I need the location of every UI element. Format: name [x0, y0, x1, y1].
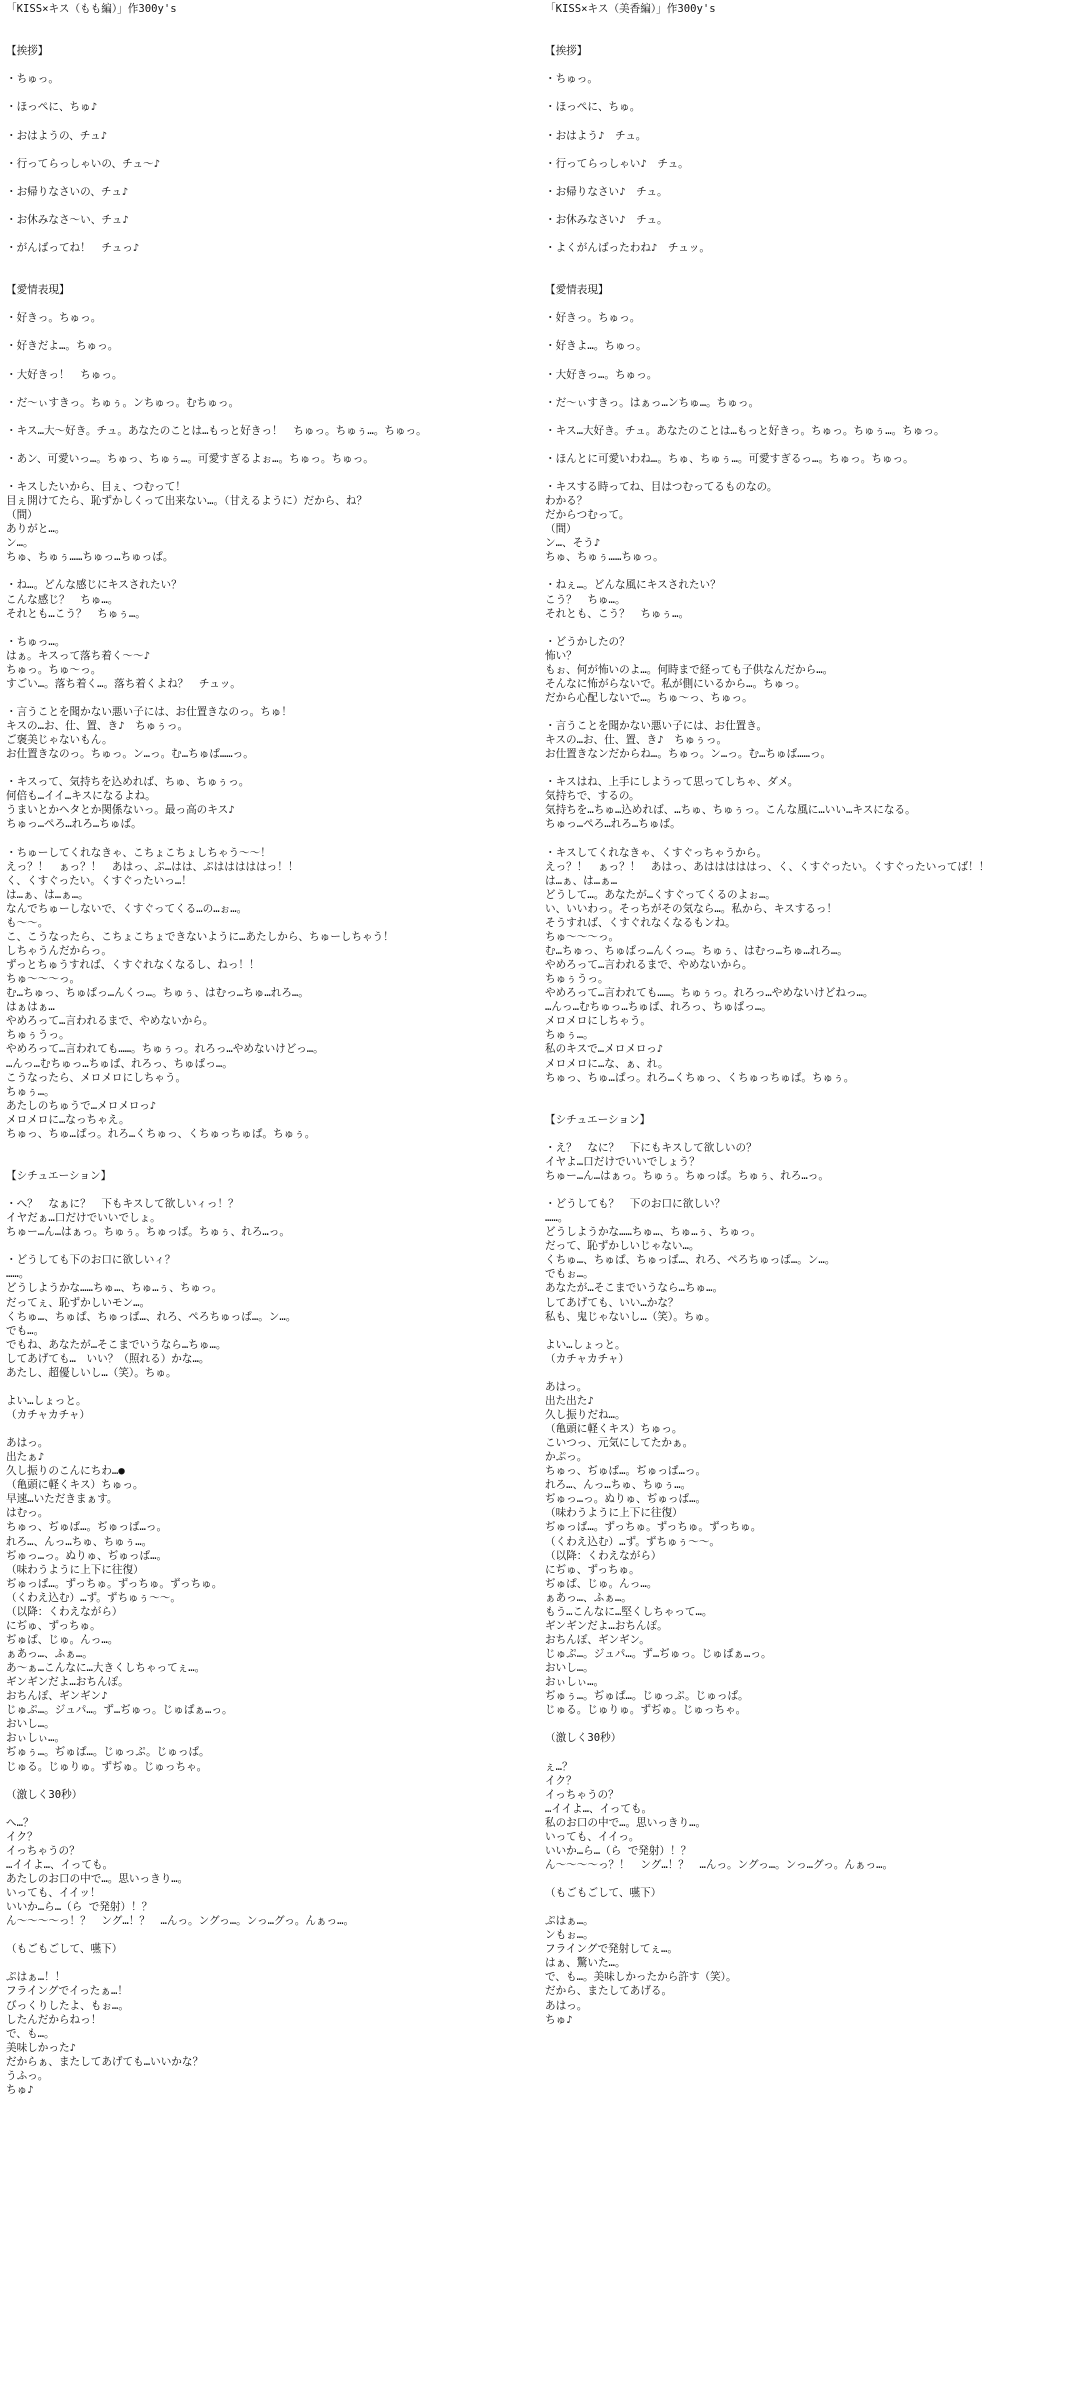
script-line: 【挨拶】	[545, 45, 588, 58]
script-line: かぷっ。	[545, 1451, 588, 1464]
script-line: ちゅー…ん…はぁっ。ちゅぅ。ちゅっぱ。ちゅぅ、れろ…っ。	[6, 1226, 290, 1239]
script-line: もう…こんなに…堅くしちゃって…。	[545, 1605, 713, 1618]
script-line: ・お休みなさ〜い、チュ♪	[6, 213, 129, 226]
script-line: してあげても… いい？（照れる）かな…。	[6, 1352, 210, 1365]
script-line: （亀頭に軽くキス）ちゅっ。	[545, 1423, 683, 1436]
script-line: お仕置きなンだからね…。ちゅっ。ン…っ。む…ちゅぱ……っ。	[545, 748, 832, 761]
script-line: ん〜〜〜〜っ！？ ング…！？ …んっ。ングっ…。ンっ…グっ。んぁっ…。	[6, 1915, 355, 1928]
script-line: ご褒美じゃないもん。	[6, 734, 113, 747]
script-line: 【シチュエーション】	[545, 1113, 651, 1126]
script-line: 久し振りだね…。	[545, 1409, 626, 1421]
script-line: 怖い？	[545, 649, 577, 662]
script-line: 久し振りのこんにちわ…●	[6, 1465, 125, 1478]
script-line: だってぇ、恥ずかしいモン…。	[6, 1296, 151, 1309]
script-line: こ、こうなったら、こちょこちょできないように…あたしから、ちゅーしちゃう！	[6, 930, 394, 943]
script-line: い、いいわっ。そっちがその気なら…。私から、キスするっ！	[545, 902, 838, 915]
script-line: そうすれば、くすぐれなくなるもンね。	[545, 916, 736, 929]
script-line: ・キスって、気持ちを込めれば、ちゅ、ちゅぅっ。	[6, 776, 250, 789]
script-line: れろ…、んっ…ちゅ、ちゅぅ…。	[545, 1479, 692, 1492]
script-line: む…ちゅっ、ちゅぱっ…んくっ…。ちゅぅ、はむっ…ちゅ…れろ…。	[545, 945, 848, 958]
script-line: ぢゅっぱ…。ずっちゅ。ずっちゅ。ずっちゅ。	[6, 1577, 223, 1590]
script-line: びっくりしたよ、もぉ…。	[6, 1999, 129, 2012]
script-line: ちゅ、ちゅぅ……ちゅっ…ちゅっぱ。	[6, 551, 174, 564]
script-line: ・キスしてくれなきゃ、くすぐっちゃうから。	[545, 846, 768, 859]
script-line: ちゅ♪	[6, 2083, 34, 2096]
script-line: ン…、そう♪	[545, 537, 601, 550]
script-line: ちゅぅうっ。	[6, 1029, 70, 1042]
script-line: ・へ？ なぁに？ 下もキスして欲しいィっ！？	[6, 1198, 239, 1211]
script-line: ・好きっ。ちゅっ。	[545, 312, 641, 325]
script-line: ・がんばってね！ チュっ♪	[6, 242, 140, 255]
script-line: （間）	[6, 509, 38, 522]
script-line: いっても、イイっ。	[545, 1830, 640, 1843]
script-line: ぷはぁ…！！	[6, 1971, 66, 1984]
script-line: へ…？	[6, 1816, 34, 1829]
script-line: ・好きよ…。ちゅっ。	[545, 340, 647, 353]
script-line: 「KISS×キス（美香編）」作300y's	[545, 3, 716, 15]
script-line: ギンギンだよ…おちんぽ。	[545, 1619, 668, 1632]
script-line: あはっ。	[6, 1437, 49, 1450]
script-line: 【シチュエーション】	[6, 1169, 112, 1182]
script-line: ・キスする時ってね、目はつむってるものなの。	[545, 481, 778, 494]
script-line: フライングで発射してぇ…。	[545, 1943, 678, 1956]
script-line: ・行ってらっしゃいの、チュ〜♪	[6, 157, 160, 170]
script-line: でも…。	[6, 1324, 45, 1337]
script-line: ちゅぅ…。	[545, 1029, 594, 1042]
script-line: ・ちゅっ。	[6, 73, 59, 86]
script-line: だからぁ、またしてあげても…いいかな？	[6, 2055, 204, 2068]
script-line: ・おはよう♪ チュ。	[545, 129, 647, 142]
script-line: で、も…。	[6, 2027, 55, 2040]
script-line: メロメロにしちゃう。	[545, 1015, 651, 1028]
script-line: わかる？	[545, 495, 588, 508]
script-line: じゅぷ…。ジュパ…。ず…ぢゅっ。じゅぱぁ…っ。	[6, 1704, 233, 1717]
script-line: はぁはぁ…	[6, 1001, 55, 1014]
script-line: ・ほんとに可愛いわね…。ちゅ、ちゅぅ…。可愛すぎるっ…。ちゅっ。ちゅっ。	[545, 452, 914, 465]
script-line: じゅる。じゅりゅ。ずぢゅ。じゅっちゃ。	[545, 1704, 747, 1717]
script-line: うまいとかヘタとか関係ないっ。最っ高のキス♪	[6, 804, 235, 817]
script-line: ・好きっ。ちゅっ。	[6, 312, 102, 325]
script-line: （激しく30秒）	[6, 1788, 83, 1801]
script-line: む…ちゅっ、ちゅぱっ…んくっ…。ちゅぅ、はむっ…ちゅ…れろ…。	[6, 987, 309, 1000]
script-line: はむっ。	[6, 1507, 49, 1520]
script-line: じゅる。じゅりゅ。ずぢゅ。じゅっちゃ。	[6, 1760, 208, 1773]
script-line: ぢゅっ…っ。ぬりゅ、ぢゅっぱ…。	[6, 1549, 168, 1562]
script-line: キスの…お、仕、置、き♪ ちゅぅっ。	[6, 720, 189, 733]
script-line: おちんぽ、ギンギン♪	[6, 1690, 108, 1703]
script-line: くちゅ…、ちゅぱ、ちゅっぱ…、れろ、ぺろちゅっぱ…。ン…。	[6, 1310, 297, 1323]
script-line: それとも、こう？ ちゅぅ…。	[545, 607, 690, 620]
script-line: よい…しょっと。	[545, 1338, 626, 1351]
script-line: ……。	[545, 1212, 569, 1225]
script-line: ・言うことを聞かない悪い子には、お仕置き。	[545, 720, 768, 733]
script-line: くちゅ…、ちゅぱ、ちゅっぱ…、れろ、ぺろちゅっぱ…。ン…。	[545, 1254, 836, 1267]
script-line: ・どうかしたの？	[545, 635, 630, 648]
script-line: ・大好きっ！ ちゅっ。	[6, 368, 123, 381]
script-line: ・お帰りなさい♪ チュ。	[545, 185, 668, 198]
script-line: ・大好きっ…。ちゅっ。	[545, 368, 658, 381]
script-line: く、くすぐったい。くすぐったいっ…！	[6, 874, 192, 887]
script-line: ちゅぅうっ。	[545, 973, 609, 986]
script-line: いいか…ら…（ら で発射）！？	[545, 1844, 692, 1857]
script-line: 気持ちで、するの。	[545, 790, 640, 803]
script-line: ン…。	[6, 537, 34, 550]
script-line: おぃしぃ…。	[545, 1676, 605, 1689]
script-line: だからつむって。	[545, 509, 630, 522]
script-line: ……。	[6, 1268, 30, 1281]
script-line: ちゅ〜〜〜っ。	[6, 973, 81, 986]
script-line: ・ね…。どんな感じにキスされたい？	[6, 579, 182, 592]
script-line: ちゅ、ちゅぅ……ちゅっ。	[545, 551, 664, 564]
script-line: ・おはようの、チュ♪	[6, 129, 107, 142]
script-line: ・お休みなさい♪ チュ。	[545, 213, 668, 226]
script-line: で、も…。美味しかったから許す（笑）。	[545, 1971, 737, 1984]
script-line: （亀頭に軽くキス）ちゅっ。	[6, 1479, 144, 1492]
script-line: ・行ってらっしゃい♪ チュ。	[545, 157, 689, 170]
script-line: ・ねぇ…。どんな風にキスされたい？	[545, 579, 721, 592]
script-line: しちゃうんだからっ。	[6, 945, 112, 958]
script-line: ・キス…大好き。チュ。あなたのことは…もっと好きっ。ちゅっ。ちゅぅ…。ちゅっ。	[545, 424, 945, 437]
script-line: も〜〜。	[6, 916, 49, 929]
script-line: ・ほっぺに、ちゅ。	[545, 101, 641, 114]
script-line: 私も、鬼じゃないし…（笑）。ちゅ。	[545, 1310, 716, 1323]
script-line: ・え？ なに？ 下にもキスして欲しいの？	[545, 1141, 757, 1154]
script-line: ・ちゅっ。	[545, 73, 598, 86]
script-line: ぢゅぱ、じゅ。んっ…。	[6, 1633, 119, 1646]
script-line: おいし…。	[6, 1718, 55, 1731]
script-line: ・ちゅーしてくれなきゃ、こちょこちょしちゃう〜〜！	[6, 846, 271, 859]
script-line: あはっ。	[545, 1380, 588, 1393]
script-line: にぢゅ、ずっちゅ。	[6, 1619, 101, 1632]
script-line: こいつっ、元気にしてたかぁ。	[545, 1437, 694, 1450]
script-line: うふっ。	[6, 2069, 49, 2082]
script-line: （以降：くわえながら）	[6, 1605, 123, 1618]
script-line: 私のキスで…メロメロっ♪	[545, 1043, 664, 1056]
script-line: ・好きだよ…。ちゅっ。	[6, 340, 119, 353]
script-line: ・お帰りなさいの、チュ♪	[6, 185, 129, 198]
script-line: ・あン、可愛いっ…。ちゅっ、ちゅぅ…。可愛すぎるよぉ…。ちゅっ。ちゅっ。	[6, 452, 374, 465]
script-line: ぢゅっ…っ。ぬりゅ、ぢゅっぱ…。	[545, 1493, 707, 1506]
script-line: 【愛情表現】	[545, 284, 609, 297]
script-line: （激しく30秒）	[545, 1732, 622, 1745]
script-line: 気持ちを…ちゅ…込めれば、…ちゅ、ちゅぅっ。こんな風に…いい…キスになる。	[545, 804, 916, 817]
script-line: どうしようかな……ちゅ…、ちゅ…ぅ、ちゅっ。	[6, 1282, 223, 1295]
script-line: メロメロに…なっちゃえ。	[6, 1113, 130, 1126]
script-line: えっ？！ ぁっ？！ あはっ、ぷ…はは、ぷはははははっ！！	[6, 860, 299, 873]
script-line: ぢゅっぱ…。ずっちゅ。ずっちゅ。ずっちゅ。	[545, 1521, 762, 1534]
script-line: …んっ…むちゅっ…ちゅぱ、れろっ、ちゅぱっ…。	[545, 1001, 772, 1014]
script-line: ちゅっ、ぢゅぱ…。ぢゅっぱ…っ。	[545, 1465, 707, 1478]
script-line: 早速…いただきまぁす。	[6, 1493, 118, 1506]
script-line: ぇ…？	[545, 1760, 573, 1773]
script-line: 私のお口の中で…。思いっきり…。	[545, 1816, 707, 1829]
script-line: そんなに怖がらないで。私が側にいるから…。ちゅっ。	[545, 677, 806, 690]
script-line: ちゅ♪	[545, 2013, 573, 2026]
script-line: それとも…こう？ ちゅぅ…。	[6, 607, 146, 620]
script-line: （カチャカチャ）	[545, 1352, 630, 1365]
script-line: お仕置きなのっ。ちゅっ。ン…っ。む…ちゅぱ……っ。	[6, 748, 254, 761]
script-line: イク？	[545, 1774, 577, 1787]
script-line: ぁあっ…、ふぁ…。	[6, 1648, 93, 1661]
script-line: イっちゃうの？	[545, 1788, 619, 1801]
script-line: はぁ、驚いた…。	[545, 1957, 626, 1970]
script-line: …んっ…むちゅっ…ちゅぱ、れろっ、ちゅぱっ…。	[6, 1057, 233, 1070]
script-line: おちんぽ、ギンギン。	[545, 1633, 650, 1646]
script-line: あはっ。	[545, 1999, 588, 2012]
script-line: ちゅっ、ちゅ…ぱっ。れろ…くちゅっ、くちゅっちゅぱ。ちゅぅ。	[6, 1127, 316, 1140]
script-line: だから、またしてあげる。	[545, 1985, 673, 1998]
script-line: （もごもごして、嚥下）	[6, 1943, 123, 1956]
script-line: やめろって…言われても……。ちゅぅっ。れろっ…やめないけどっ…。	[6, 1043, 324, 1056]
script-line: （くわえ込む）…ず。ずちゅぅ〜〜。	[545, 1535, 721, 1548]
script-line: こんな感じ？ ちゅ…。	[6, 593, 119, 606]
script-line: やめろって…言われるまで、やめないから。	[6, 1015, 214, 1028]
script-line: フライングでイったぁ…！	[6, 1985, 128, 1998]
script-line: れろ…、んっ…ちゅ、ちゅぅ…。	[6, 1535, 153, 1548]
script-line: あたしのお口の中で…。思いっきり…。	[6, 1872, 189, 1885]
script-line: やめろって…言われるまで、やめないから。	[545, 959, 753, 972]
script-line: したんだからねっ！	[6, 2013, 102, 2026]
script-line: はぁ。キスって落ち着く〜〜♪	[6, 649, 150, 662]
script-line: ぁあっ…、ふぁ…。	[545, 1591, 632, 1604]
script-line: （味わうように上下に往復）	[6, 1563, 144, 1576]
script-line: こう？ ちゅ…。	[545, 593, 626, 606]
script-line: じゅぷ…。ジュパ…。ず…ぢゅっ。じゅぱぁ…っ。	[545, 1648, 772, 1661]
script-line: メロメロに…な、ぁ、れ。	[545, 1057, 669, 1070]
script-line: おいし…。	[545, 1662, 594, 1675]
script-line: ちゅっ、ちゅ…ぱっ。れろ…くちゅっ、くちゅっちゅぱ。ちゅぅ。	[545, 1071, 855, 1084]
script-line: ん〜〜〜〜っ？！ ング…！？ …んっ。ングっ…。ンっ…グっ。んぁっ…。	[545, 1858, 894, 1871]
script-line: （間）	[545, 523, 577, 536]
script-line: ぢゅぱ、じゅ。んっ…。	[545, 1577, 658, 1590]
script-line: 出たぁ♪	[6, 1451, 45, 1464]
script-line: ぢゅぅ…。ぢゅぱ…。じゅっぷ。じゅっぱ。	[545, 1690, 749, 1703]
script-line: イヤだぁ…口だけでいいでしょ。	[6, 1212, 161, 1225]
script-line: ちゅっ。ちゅ〜っ。	[6, 663, 102, 676]
script-line: ・キス…大〜好き。チュ。あなたのことは…もっと好きっ！ ちゅっ。ちゅぅ…。ちゅっ。	[6, 424, 427, 437]
script-line: してあげても、いい…かな？	[545, 1296, 679, 1309]
script-line: は…ぁ、は…ぁ…	[545, 874, 618, 887]
script-line: だから心配しないで…。ちゅ〜っ、ちゅっ。	[545, 691, 753, 704]
script-line: イヤよ…口だけでいいでしょう？	[545, 1155, 700, 1168]
script-line: イク？	[6, 1830, 38, 1843]
script-line: （もごもごして、嚥下）	[545, 1887, 662, 1900]
script-line: ・だ〜ぃすきっ。はぁっ…ンちゅ…。ちゅっ。	[545, 396, 760, 409]
script-line: （以降：くわえながら）	[545, 1549, 662, 1562]
script-line: ・キスはね、上手にしようって思ってしちゃ、ダメ。	[545, 776, 799, 789]
script-line: でもね、あなたが…そこまでいうなら…ちゅ…。	[6, 1338, 227, 1351]
script-line: あなたが…そこまでいうなら…ちゅ…。	[545, 1282, 724, 1295]
script-line: よい…しょっと。	[6, 1394, 87, 1407]
script-line: …イイよ…、イっても。	[6, 1858, 114, 1871]
script-line: ちゅぅ…。	[6, 1085, 55, 1098]
script-line: ぢゅぅ…。ぢゅぱ…。じゅっぷ。じゅっぱ。	[6, 1746, 210, 1759]
script-line: どうしようかな……ちゅ…、ちゅ…ぅ、ちゅっ。	[545, 1226, 762, 1239]
script-line: は…ぁ、は…ぁ…。	[6, 888, 89, 901]
script-line: ・キスしたいから、目ぇ、つむって！	[6, 481, 186, 494]
script-line: やめろって…言われても……。ちゅぅっ。れろっ…やめないけどねっ…。	[545, 987, 874, 1000]
script-line: ・よくがんばったわね♪ チュッ。	[545, 242, 710, 255]
script-line: すごい…。落ち着く…。落ち着くよね？ チュッ。	[6, 677, 241, 690]
script-line: 【愛情表現】	[6, 284, 70, 297]
script-line: ちゅー…ん…はぁっ。ちゅぅ。ちゅっぱ。ちゅぅ、れろ…っ。	[545, 1169, 829, 1182]
script-line: でもぉ…。	[545, 1268, 594, 1281]
script-line: （味わうように上下に往復）	[545, 1507, 683, 1520]
script-line: ちゅっ…ぺろ…れろ…ちゅぱ。	[545, 818, 681, 831]
script-line: 【挨拶】	[6, 45, 49, 58]
script-line: あたし、超優しいし…（笑）。ちゅ。	[6, 1366, 177, 1379]
script-line: いっても、イイッ！	[6, 1887, 101, 1900]
script-line: だって、恥ずかしいじゃない…。	[545, 1240, 700, 1253]
script-line: ぷはぁ…。	[545, 1915, 594, 1928]
script-line: ・ちゅっ…。	[6, 635, 66, 648]
script-line: ・だ〜ぃすきっ。ちゅぅ。ンちゅっ。むちゅっ。	[6, 396, 240, 409]
script-line: 目ぇ開けてたら、恥ずかしくって出来ない…。（甘えるように）だから、ね？	[6, 495, 368, 508]
script-line: ・ほっぺに、ちゅ♪	[6, 101, 98, 114]
script-line: なんでちゅーしないで、くすぐってくる…の…ぉ…。	[6, 902, 248, 915]
script-line: ・どうしても下のお口に欲しいィ？	[6, 1254, 176, 1267]
script-line: 「KISS×キス（もも編）」作300y's	[6, 3, 177, 15]
script-line: （カチャカチャ）	[6, 1409, 91, 1421]
script-line: キスの…お、仕、置、き♪ ちゅぅっ。	[545, 734, 728, 747]
script-line: にぢゅ、ずっちゅ。	[545, 1563, 640, 1576]
script-line: あたしのちゅうで…メロメロっ♪	[6, 1099, 157, 1112]
script-line: ありがと…。	[6, 523, 66, 536]
script-line: ・どうしても？ 下のお口に欲しい？	[545, 1198, 726, 1211]
script-line: もぉ、何が怖いのよ…。何時まで経っても子供なんだから…。	[545, 663, 834, 676]
script-line: ちゅ〜〜〜っ。	[545, 930, 620, 943]
script-line: （くわえ込む）…ず。ずちゅぅ〜〜。	[6, 1591, 182, 1604]
script-line: ちゅっ…ぺろ…れろ…ちゅぱ。	[6, 818, 142, 831]
script-line: ギンギンだよ…おちんぽ。	[6, 1676, 129, 1689]
script-line: イっちゃうの？	[6, 1844, 80, 1857]
script-line: いいか…ら…（ら で発射）！？	[6, 1901, 153, 1914]
script-line: 何倍も…イイ…キスになるよね。	[6, 790, 156, 803]
script-line: 出た出た♪	[545, 1394, 594, 1407]
script-line: あ〜ぁ…こんなに…大きくしちゃってぇ…。	[6, 1662, 206, 1675]
script-line: こうなったら、メロメロにしちゃう。	[6, 1071, 187, 1084]
script-line: ンもぉ…。	[545, 1929, 594, 1942]
script-line: ちゅっ、ぢゅぱ…。ぢゅっぱ…っ。	[6, 1521, 168, 1534]
script-line: …イイよ…、イっても。	[545, 1802, 653, 1815]
script-line: ・言うことを聞かない悪い子には、お仕置きなのっ。ちゅ！	[6, 706, 292, 718]
script-line: えっ？！ ぁっ？！ あはっ、あはははははっ、く、くすぐったい。くすぐったいってば！！	[545, 860, 990, 873]
script-line: ずっとちゅうすれば、くすぐれなくなるし、ねっ！！	[6, 959, 260, 972]
script-line: 美味しかった♪	[6, 2041, 76, 2054]
script-line: どうして…。あなたが…くすぐってくるのよぉ…。	[545, 888, 776, 901]
script-line: おぃしぃ…。	[6, 1732, 66, 1745]
